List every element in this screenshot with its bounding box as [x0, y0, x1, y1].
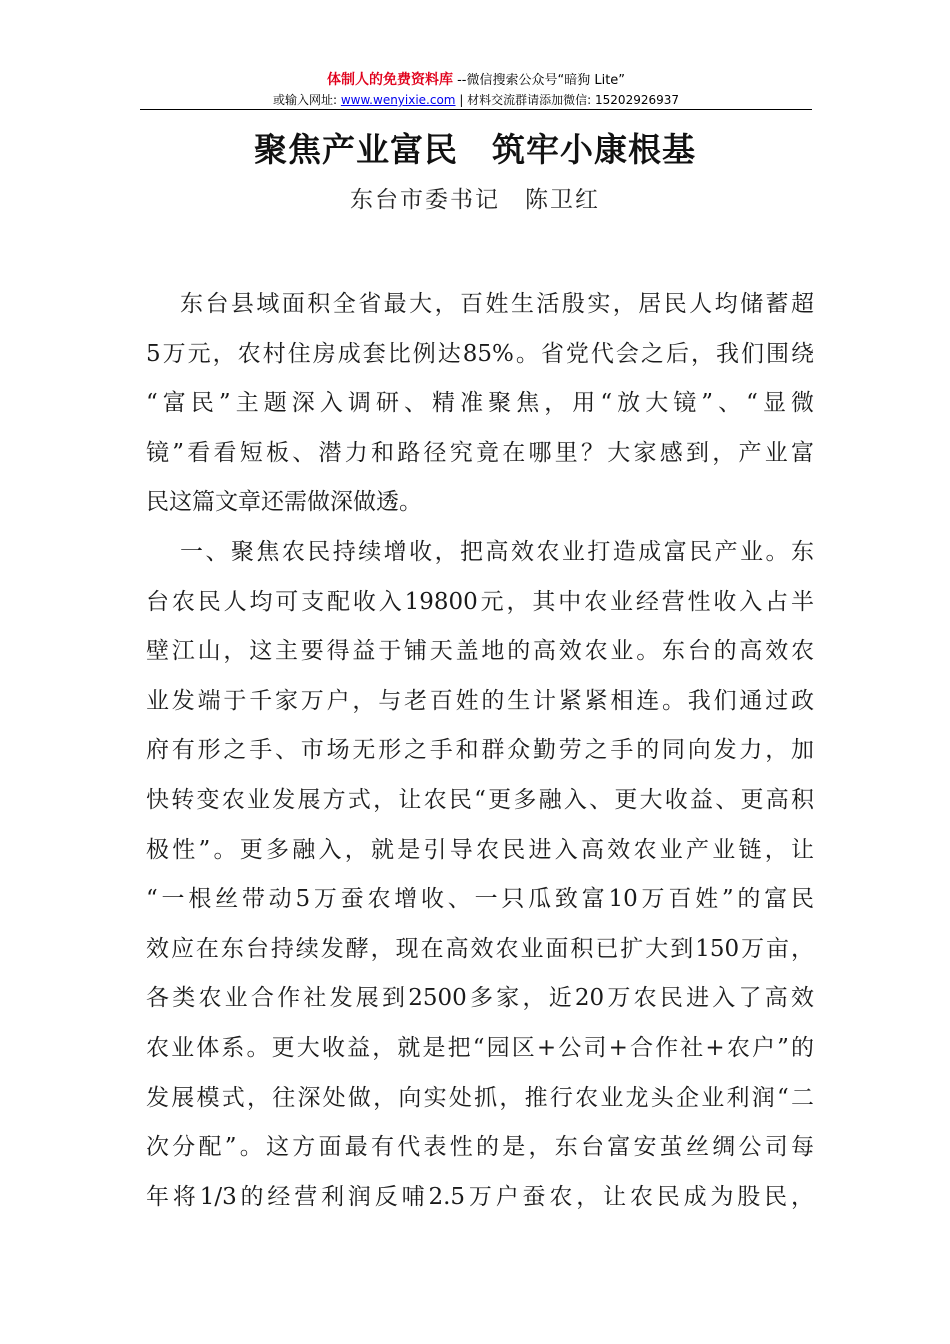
body-line: 各类农业合作社发展到2500多家，近20万农民进入了高效: [146, 985, 814, 1012]
body-line: 东台县域面积全省最大，百姓生活殷实，居民人均储蓄超: [180, 291, 814, 317]
header-tagline: --微信搜索公众号“暗狗 Lite”: [452, 73, 626, 88]
header-divider: [140, 109, 812, 110]
body-line: 农业体系。更大收益，就是把“园区+公司+合作社+农户”的: [146, 1034, 814, 1061]
body-line: 年将1/3的经营利润反哺2.5万户蚕农，让农民成为股民，: [146, 1183, 814, 1210]
body-line: “一根丝带动5万蚕农增收、一只瓜致富10万百姓”的富民: [146, 886, 814, 913]
body-line: 台农民人均可支配收入19800元，其中农业经营性收入占半: [146, 588, 814, 615]
body-line: 一、聚焦农民持续增收，把高效农业打造成富民产业。东: [180, 538, 814, 565]
body-line: 民这篇文章还需做深做透。: [146, 489, 422, 516]
body-line: 镜”看看短板、潜力和路径究竟在哪里？大家感到，产业富: [146, 439, 814, 466]
body-line: 业发端于千家万户，与老百姓的生计紧紧相连。我们通过政: [146, 687, 814, 714]
header-url-prefix: 或输入网址:: [272, 93, 341, 107]
body-line: 快转变农业发展方式，让农民“更多融入、更大收益、更高积: [146, 786, 814, 813]
header-brand: 体制人的免费资料库: [326, 72, 453, 88]
page-header: [140, 70, 812, 109]
header-url-link[interactable]: www.wenyixie.com: [340, 93, 456, 107]
body-line: 发展模式，往深处做，向实处抓，推行农业龙头企业利润“二: [146, 1084, 814, 1111]
body-line: 5万元，农村住房成套比例达85%。省党代会之后，我们围绕: [146, 340, 814, 367]
document-byline: 东台市委书记 陈卫红: [350, 187, 600, 213]
header-contact: [140, 91, 812, 109]
body-line: 次分配”。这方面最有代表性的是，东台富安茧丝绸公司每: [146, 1134, 814, 1161]
document-body: [146, 280, 814, 1222]
body-line: 府有形之手、市场无形之手和群众勤劳之手的同向发力，加: [146, 737, 814, 764]
body-line: “富民”主题深入调研、精准聚焦，用“放大镜”、“显微: [146, 390, 814, 417]
header-banner: [140, 70, 812, 91]
header-contact-suffix: | 材料交流群请添加微信: 15202926937: [455, 93, 680, 107]
body-line: 壁江山，这主要得益于铺天盖地的高效农业。东台的高效农: [146, 638, 814, 665]
body-line: 极性”。更多融入，就是引导农民进入高效农业产业链，让: [146, 836, 814, 863]
body-line: 效应在东台持续发酵，现在高效农业面积已扩大到150万亩，: [146, 935, 814, 962]
document-title: 聚焦产业富民 筑牢小康根基: [254, 130, 696, 169]
